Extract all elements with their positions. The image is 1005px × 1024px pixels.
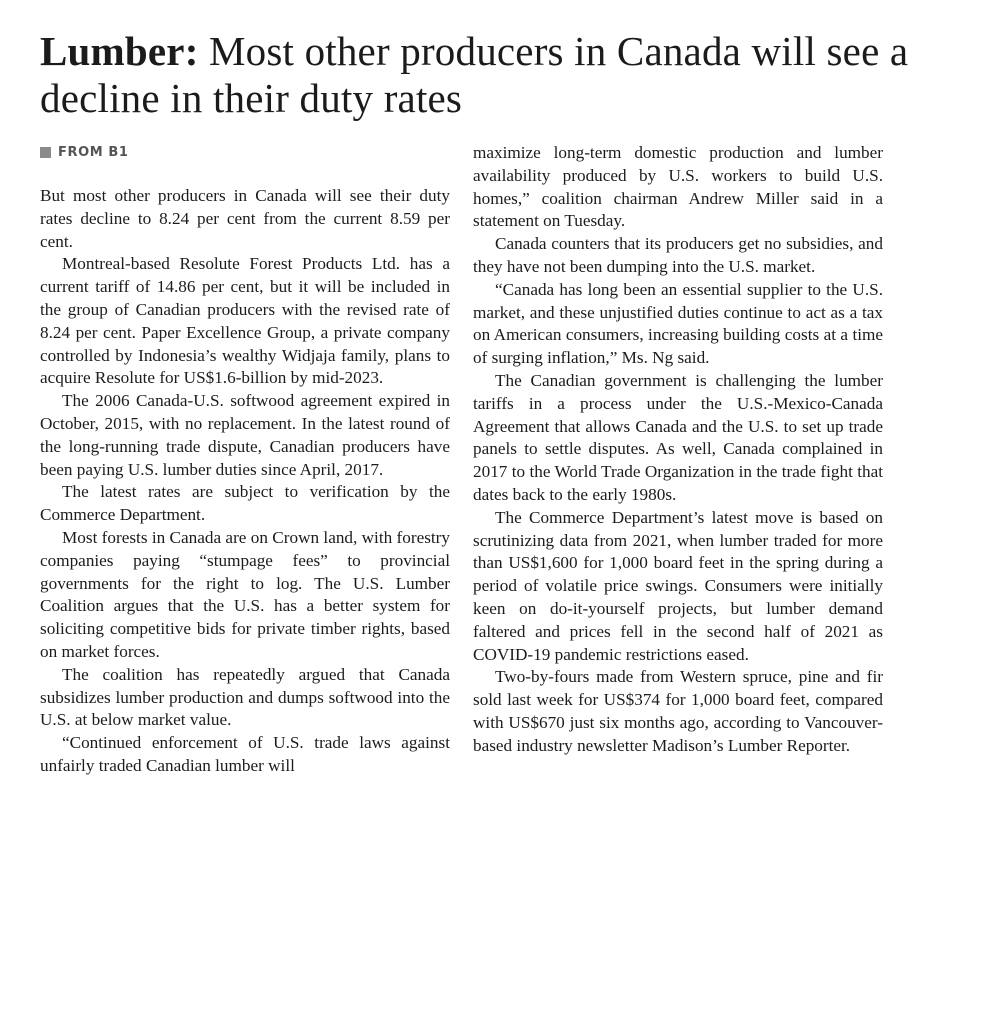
jump-label: FROM B1 — [58, 145, 129, 160]
square-icon — [40, 147, 51, 158]
headline — [40, 28, 920, 122]
paragraph: Montreal-based Resolute Forest Products Ltd. has a current tariff of 14.86 per cent, but it will be included in the group of Canadian producers with the revised rate of 8.24 per cent. Paper Excellence Group, a private company controlled by Indonesia’s wealthy Widjaja family, plans to acquire Resolute for US$1.6-billion by mid-2023. — [40, 254, 450, 388]
paragraph: maximize long-term domestic production and lumber availability produced by U.S. workers to build U.S. homes,” coalition chairman Andrew Miller said in a statement on Tuesday. — [473, 143, 883, 231]
jump-line — [40, 145, 129, 160]
paragraph: The coalition has repeatedly argued that Canada subsidizes lumber production and dumps softwood into the U.S. at below market value. — [40, 664, 450, 730]
left-column — [40, 185, 450, 778]
paragraph: The latest rates are subject to verification by the Commerce Department. — [40, 482, 450, 525]
paragraph: “Continued enforcement of U.S. trade laws against unfairly traded Canadian lumber will — [40, 733, 450, 775]
headline-kicker: Lumber: — [40, 28, 199, 74]
paragraph: Most forests in Canada are on Crown land, with forestry companies paying “stumpage fees” to provincial governments for the right to log. The U.S. Lumber Coalition argues that the U.S. has a better system for soliciting competitive bids for private timber rights, based on market forces. — [40, 527, 450, 661]
paragraph: Canada counters that its producers get no subsidies, and they have not been dumping into the U.S. market. — [473, 234, 883, 276]
paragraph: The Commerce Department’s latest move is based on scrutinizing data from 2021, when lumber traded for more than US$1,600 for 1,000 board feet in the spring during a period of volatile price swings. Consumers were initially keen on do-it-yourself projects, but lumber demand faltered and prices fell in the second half of 2021 as COVID-19 pandemic restrictions eased. — [473, 507, 883, 664]
paragraph: The 2006 Canada-U.S. softwood agreement expired in October, 2015, with no replacement. In the latest round of the long-running trade dispute, Canadian producers have been paying U.S. lumber duties since April, 2017. — [40, 391, 450, 479]
paragraph: “Canada has long been an essential supplier to the U.S. market, and these unjustified duties continue to act as a tax on American consumers, increasing building costs at a time of surging inflation,” Ms. Ng said. — [473, 279, 883, 368]
paragraph: The Canadian government is challenging the lumber tariffs in a process under the U.S.-Mexico-Canada Agreement that allows Canada and the U.S. to set up trade panels to settle disputes. As well, Canada complained in 2017 to the World Trade Organization in the trade fight that dates back to the early 1980s. — [473, 370, 883, 504]
headline-text: Most other producers in Canada will see a decline in their duty rates — [40, 28, 909, 121]
paragraph: But most other producers in Canada will see their duty rates decline to 8.24 per cent from the current 8.59 per cent. — [40, 186, 450, 251]
paragraph: Two-by-fours made from Western spruce, pine and fir sold last week for US$374 for 1,000 board feet, compared with US$670 just six months ago, according to Vancouver-based industry newsletter Madison’s Lumber Reporter. — [473, 667, 883, 755]
right-column — [473, 142, 883, 758]
